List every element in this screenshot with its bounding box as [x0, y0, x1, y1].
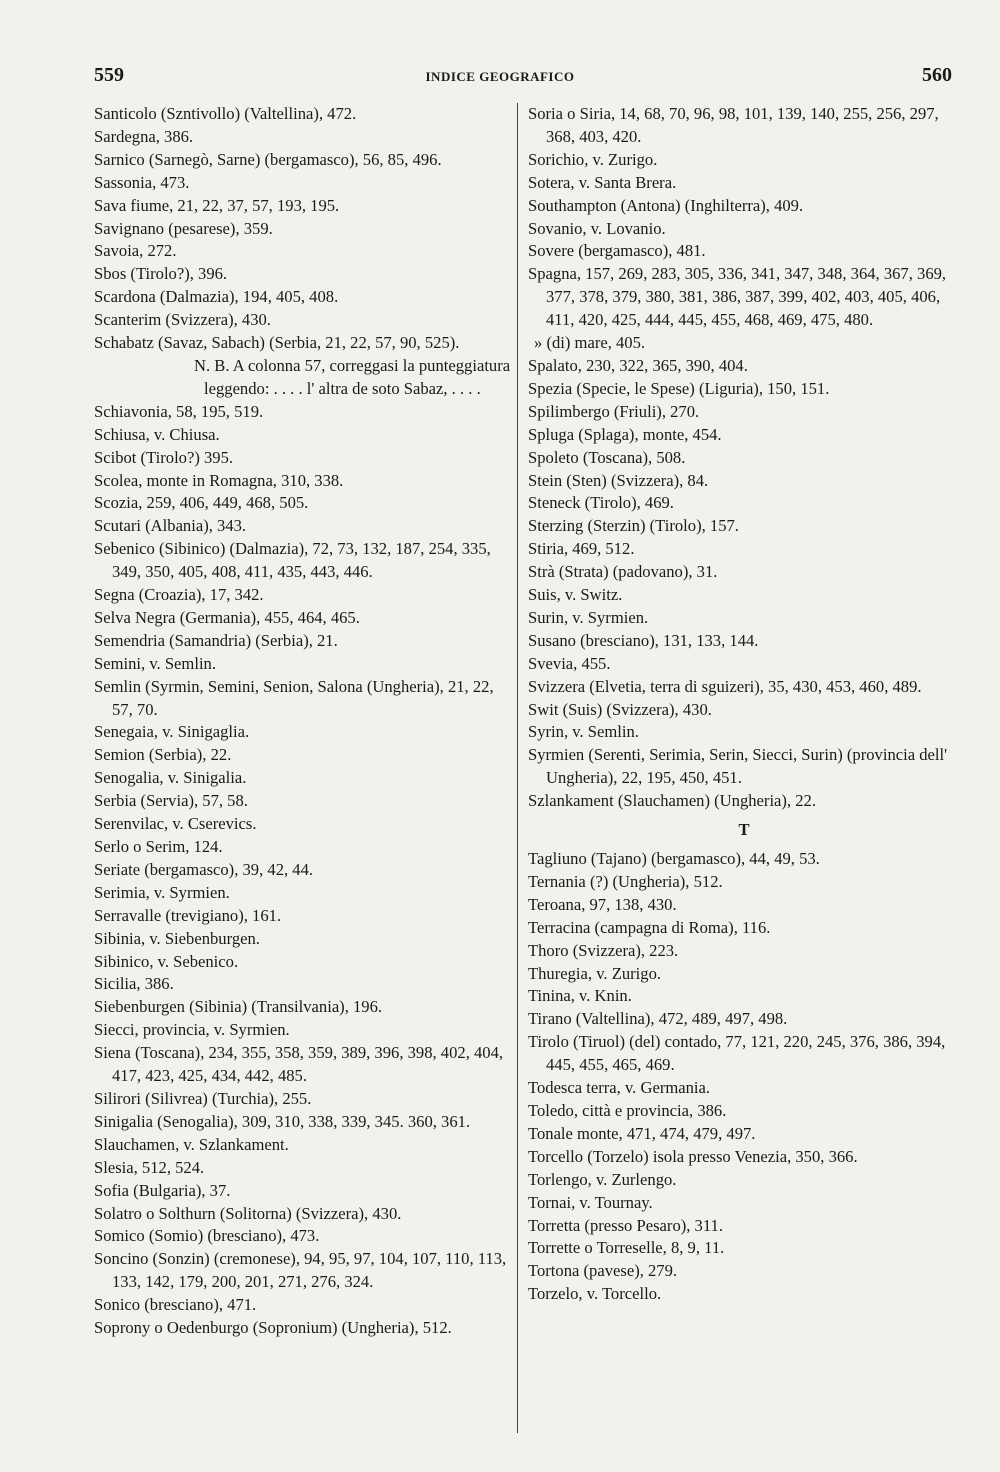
index-entry: Torcello (Torzelo) isola presso Venezia, 350, 366.	[528, 1146, 858, 1166]
index-entry: Tonale monte, 471, 474, 479, 497.	[528, 1123, 756, 1143]
index-entry: Silirori (Silivrea) (Turchia), 255.	[94, 1088, 312, 1108]
index-entry: Torlengo, v. Zurlengo.	[528, 1169, 677, 1189]
index-entry: Scardona (Dalmazia), 194, 405, 408.	[94, 287, 339, 307]
index-entry: Segna (Croazia), 17, 342.	[94, 585, 264, 605]
index-entry: Todesca terra, v. Germania.	[528, 1078, 711, 1098]
index-entry: Savoia, 272.	[94, 241, 177, 261]
index-entry: Somico (Somio) (bresciano), 473.	[94, 1226, 320, 1246]
index-entry: Serbia (Servia), 57, 58.	[94, 791, 248, 811]
left-column	[94, 103, 512, 1443]
index-entry: Seriate (bergamasco), 39, 42, 44.	[94, 859, 314, 879]
index-entry: Schiavonia, 58, 195, 519.	[94, 401, 264, 421]
index-entry: Sava fiume, 21, 22, 37, 57, 193, 195.	[94, 195, 340, 215]
index-entry: Tagliuno (Tajano) (bergamasco), 44, 49, 53.	[528, 849, 820, 868]
index-entry: Serenvilac, v. Cserevics.	[94, 814, 257, 834]
index-entry: Semion (Serbia), 22.	[94, 745, 232, 765]
index-entry: Santicolo (Szntivollo) (Valtellina), 472.	[94, 104, 357, 123]
index-entry: Thuregia, v. Zurigo.	[528, 963, 662, 983]
index-entry: N. B. A colonna 57, correggasi la punteggiatura leggendo: . . . . l' altra de soto Sabaz, . . . .	[194, 355, 511, 398]
index-entry: Serlo o Serim, 124.	[94, 837, 223, 856]
index-entry: Spilimbergo (Friuli), 270.	[528, 401, 700, 421]
index-entry: Syrmien (Serenti, Serimia, Serin, Siecci, Surin) (provincia dell' Ungheria), 22, 195, 450, 451.	[528, 745, 948, 788]
index-entry: Sarnico (Sarnegò, Sarne) (bergamasco), 56, 85, 496.	[94, 149, 442, 169]
index-entry: Senegaia, v. Sinigaglia.	[94, 722, 250, 742]
index-entry: Torzelo, v. Torcello.	[528, 1284, 662, 1304]
index-entry: Soprony o Oedenburgo (Sopronium) (Ungheria), 512.	[94, 1318, 452, 1338]
index-entry: Sofia (Bulgaria), 37.	[94, 1180, 231, 1200]
index-entry: Semini, v. Semlin.	[94, 653, 216, 673]
right-page-number: 560	[922, 64, 952, 86]
index-entry: Torrette o Torreselle, 8, 9, 11.	[528, 1238, 725, 1258]
index-entry: Stiria, 469, 512.	[528, 539, 635, 559]
index-entry: Southampton (Antona) (Inghilterra), 409.	[528, 195, 804, 215]
column-divider	[517, 103, 518, 1433]
index-entry: Tirano (Valtellina), 472, 489, 497, 498.	[528, 1009, 788, 1029]
index-entry: Thoro (Svizzera), 223.	[528, 940, 679, 960]
index-entry: Savignano (pesarese), 359.	[94, 218, 273, 238]
index-entry: Schiusa, v. Chiusa.	[94, 424, 220, 444]
index-entry: Slesia, 512, 524.	[94, 1157, 205, 1177]
index-entry: Swit (Suis) (Svizzera), 430.	[528, 699, 712, 719]
index-entry: Semlin (Syrmin, Semini, Senion, Salona (Ungheria), 21, 22, 57, 70.	[94, 676, 494, 719]
index-entry: Tirolo (Tiruol) (del) contado, 77, 121, 220, 245, 376, 386, 394, 445, 455, 465, 469.	[528, 1032, 946, 1075]
index-entry: Susano (bresciano), 131, 133, 144.	[528, 630, 759, 650]
index-entry: Siecci, provincia, v. Syrmien.	[94, 1020, 290, 1040]
index-entry: Spluga (Splaga), monte, 454.	[528, 424, 722, 444]
index-entry: Stein (Sten) (Svizzera), 84.	[528, 470, 709, 490]
index-entry: Tinina, v. Knin.	[528, 986, 632, 1006]
index-entry: Sterzing (Sterzin) (Tirolo), 157.	[528, 516, 739, 536]
left-page-number: 559	[94, 64, 124, 86]
index-entry: » (di) mare, 405.	[534, 333, 646, 353]
index-entry: Siena (Toscana), 234, 355, 358, 359, 389, 396, 398, 402, 404, 417, 423, 425, 434, 442, 485.	[94, 1043, 504, 1086]
index-entry: Spalato, 230, 322, 365, 390, 404.	[528, 355, 748, 375]
page-title: INDICE GEOGRAFICO	[425, 69, 575, 84]
index-entry: Scozia, 259, 406, 449, 468, 505.	[94, 493, 309, 513]
index-entry: Semendria (Samandria) (Serbia), 21.	[94, 630, 338, 650]
index-entry: Scolea, monte in Romagna, 310, 338.	[94, 470, 344, 490]
index-entry: Scanterim (Svizzera), 430.	[94, 310, 271, 330]
index-entry: Sovere (bergamasco), 481.	[528, 241, 706, 261]
index-entry: Soria o Siria, 14, 68, 70, 96, 98, 101, 139, 140, 255, 256, 297, 368, 403, 420.	[528, 104, 939, 146]
index-entry: Svizzera (Elvetia, terra di sguizeri), 35, 430, 453, 460, 489.	[528, 676, 922, 696]
index-entry: Spoleto (Toscana), 508.	[528, 447, 686, 467]
page-header	[0, 64, 1000, 94]
index-entry: Sibinico, v. Sebenico.	[94, 951, 239, 971]
index-entry: Suis, v. Switz.	[528, 585, 623, 605]
index-entry: Sassonia, 473.	[94, 172, 190, 192]
index-entry: Tortona (pavese), 279.	[528, 1261, 678, 1281]
index-entry: Schabatz (Savaz, Sabach) (Serbia, 21, 22, 57, 90, 525).	[94, 333, 460, 353]
index-entry: Serimia, v. Syrmien.	[94, 882, 230, 902]
index-entry: Strà (Strata) (padovano), 31.	[528, 562, 718, 582]
index-entry: Torretta (presso Pesaro), 311.	[528, 1215, 723, 1235]
index-entry: Szlankament (Slauchamen) (Ungheria), 22.	[528, 791, 816, 811]
index-entry: Sbos (Tirolo?), 396.	[94, 264, 228, 284]
index-entry: Solatro o Solthurn (Solitorna) (Svizzera), 430.	[94, 1203, 402, 1223]
index-entry: Sinigalia (Senogalia), 309, 310, 338, 339, 345. 360, 361.	[94, 1111, 471, 1131]
index-entry: Sardegna, 386.	[94, 126, 194, 146]
index-entry: Sibinia, v. Siebenburgen.	[94, 928, 260, 948]
index-entry: Serravalle (trevigiano), 161.	[94, 905, 282, 925]
index-entry: Sonico (bresciano), 471.	[94, 1295, 257, 1315]
index-entry: Surin, v. Syrmien.	[528, 607, 649, 627]
index-entry: Soncino (Sonzin) (cremonese), 94, 95, 97, 104, 107, 110, 113, 133, 142, 179, 200, 201, 271, 276, 324.	[94, 1249, 507, 1292]
index-entry: Steneck (Tirolo), 469.	[528, 493, 674, 513]
index-entry: Terracina (campagna di Roma), 116.	[528, 917, 771, 937]
index-entry: Sovanio, v. Lovanio.	[528, 218, 666, 238]
index-entry: Scibot (Tirolo?) 395.	[94, 447, 234, 467]
index-entry: Sicilia, 386.	[94, 974, 174, 994]
section-letter: T	[738, 820, 750, 840]
index-entry: Scutari (Albania), 343.	[94, 516, 247, 536]
index-entry: Tornai, v. Tournay.	[528, 1192, 653, 1212]
index-entry: Syrin, v. Semlin.	[528, 722, 639, 742]
index-entry: Sebenico (Sibinico) (Dalmazia), 72, 73, 132, 187, 254, 335, 349, 350, 405, 408, 411, 435, 443, 446.	[94, 539, 491, 582]
index-entry: Senogalia, v. Sinigalia.	[94, 768, 247, 788]
index-entry: Ternania (?) (Ungheria), 512.	[528, 871, 723, 891]
index-entry: Toledo, città e provincia, 386.	[528, 1100, 727, 1120]
right-column	[528, 103, 960, 1443]
index-entry: Selva Negra (Germania), 455, 464, 465.	[94, 607, 360, 627]
index-entry: Spezia (Specie, le Spese) (Liguria), 150, 151.	[528, 378, 830, 398]
index-entry: Teroana, 97, 138, 430.	[528, 894, 677, 914]
index-entry: Svevia, 455.	[528, 653, 611, 673]
index-entry: Spagna, 157, 269, 283, 305, 336, 341, 347, 348, 364, 367, 369, 377, 378, 379, 380, 381, 386, 387, 399, 402, 403, 405, 406, 411, 420, 425, 444, 445, 455, 468, 469, 475, 480.	[528, 264, 947, 330]
index-entry: Sotera, v. Santa Brera.	[528, 172, 677, 192]
index-entry: Siebenburgen (Sibinia) (Transilvania), 196.	[94, 997, 383, 1017]
index-entry: Sorichio, v. Zurigo.	[528, 149, 658, 169]
index-entry: Slauchamen, v. Szlankament.	[94, 1134, 289, 1154]
